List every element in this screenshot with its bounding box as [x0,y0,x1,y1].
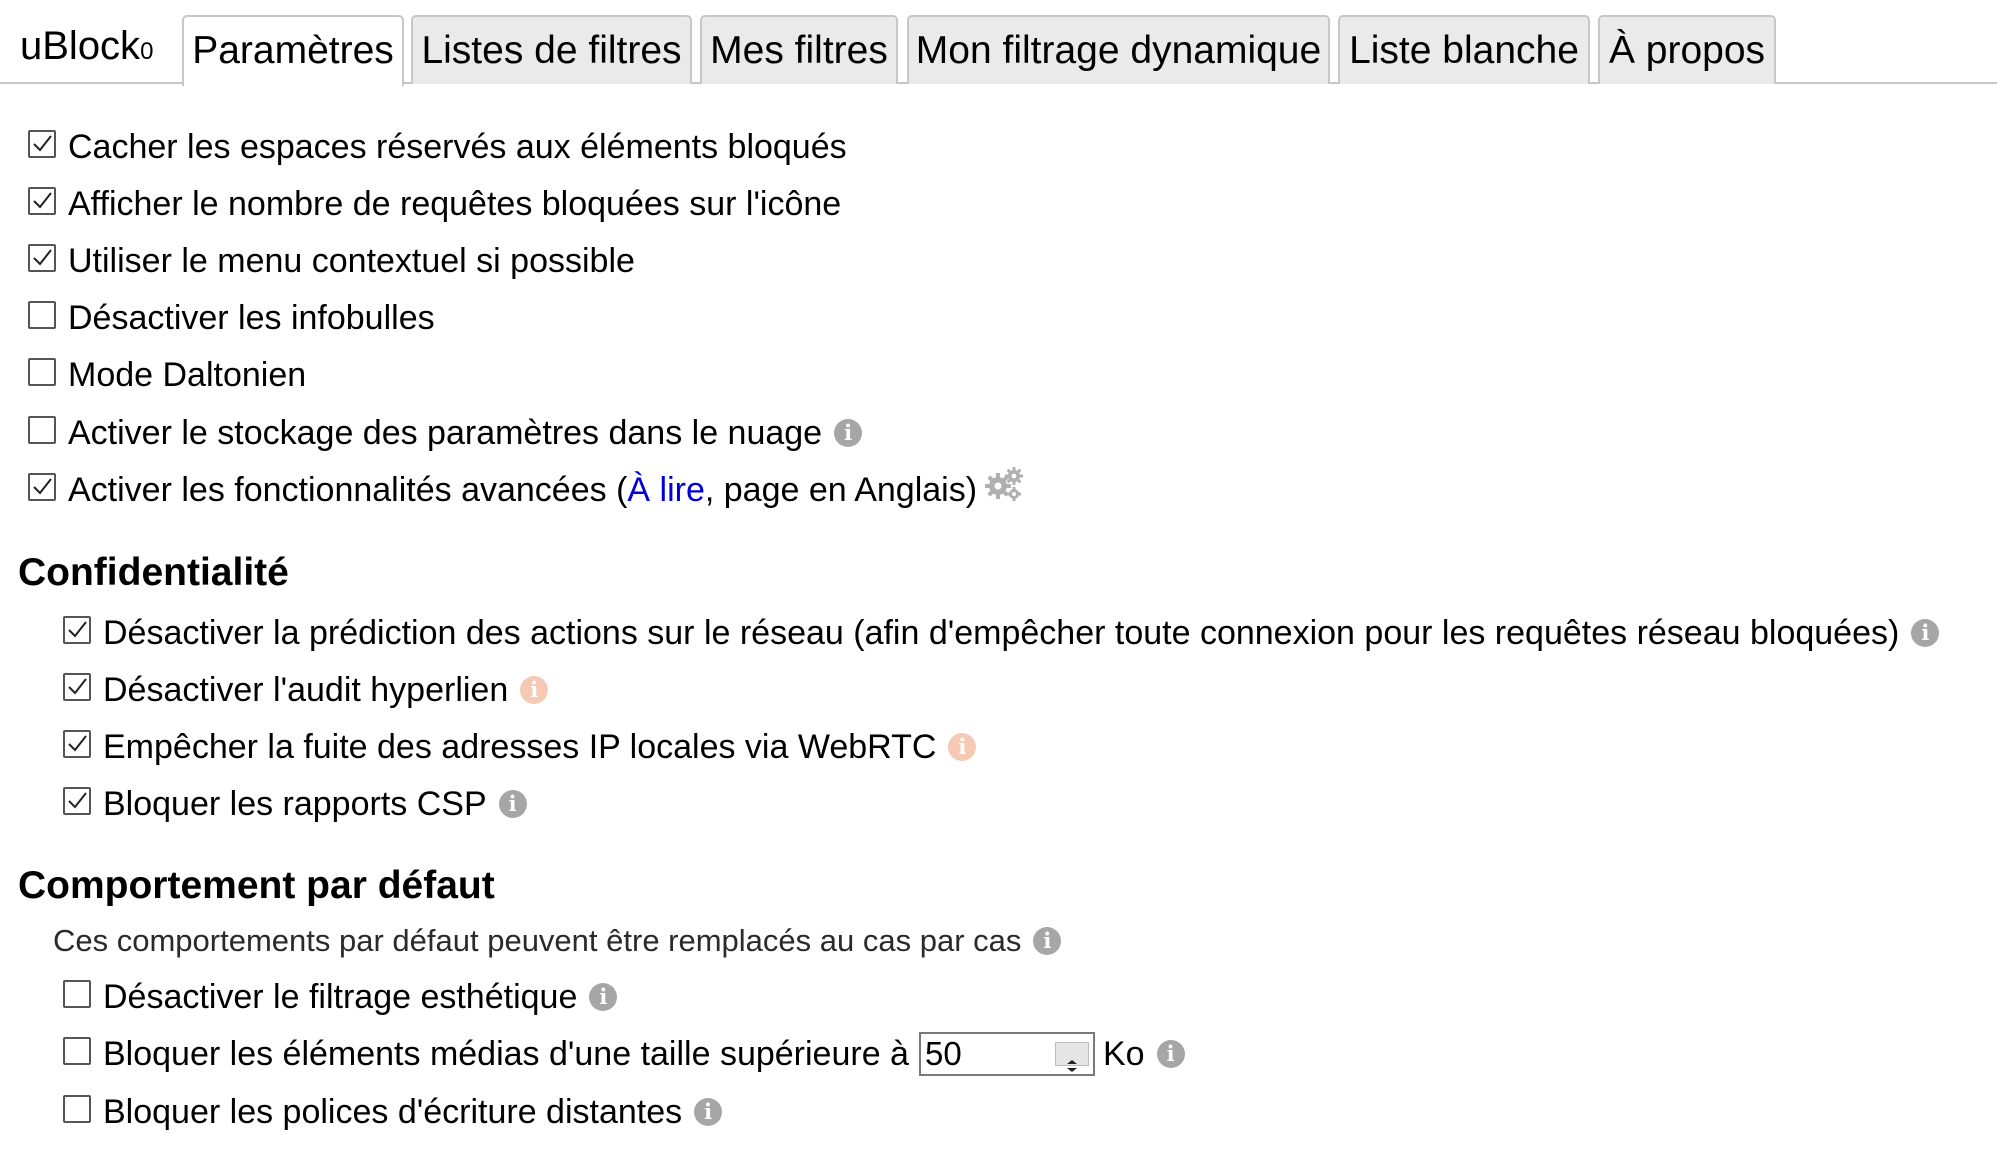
tab-parametres[interactable]: Paramètres [182,15,404,86]
tab-listes-de-filtres[interactable]: Listes de filtres [411,15,692,84]
media-size-unit: Ko [1102,1035,1145,1073]
tab-mon-filtrage-dynamique[interactable]: Mon filtrage dynamique [907,15,1330,84]
option-label: Afficher le nombre de requêtes bloquées sur l'icône [68,185,842,223]
info-icon[interactable]: i [948,733,976,761]
option-label: Utiliser le menu contextuel si possible [68,242,635,280]
tab-liste-blanche[interactable]: Liste blanche [1338,15,1590,84]
context-menu-checkbox[interactable] [28,244,56,272]
option-label [103,1031,1185,1078]
media-size-input[interactable] [923,1036,1045,1072]
hyperlink-auditing-checkbox[interactable] [63,673,91,701]
media-size-stepper[interactable] [919,1032,1095,1076]
prefetching-checkbox[interactable] [63,616,91,644]
option-label [103,610,1939,656]
csp-reports-checkbox[interactable] [63,787,91,815]
webrtc-label: Empêcher la fuite des adresses IP locales via WebRTC [103,728,937,766]
disable-tooltips-checkbox[interactable] [28,301,56,329]
advanced-user-checkbox[interactable] [28,473,56,501]
read-more-link[interactable]: À lire [627,471,705,509]
option-label [103,781,527,827]
info-icon[interactable]: i [499,790,527,818]
advanced-label-suffix: , page en Anglais) [704,471,978,509]
option-label: Désactiver les infobulles [68,299,435,337]
option-label: Mode Daltonien [68,356,307,394]
show-icon-badge-checkbox[interactable] [28,187,56,215]
cosmetic-filtering-checkbox[interactable] [63,980,91,1008]
logo-subscript: 0 [140,38,154,65]
info-icon[interactable]: i [694,1098,722,1126]
info-icon[interactable]: i [1033,927,1061,955]
advanced-label-prefix: Activer les fonctionnalités avancées ( [68,471,628,509]
webrtc-checkbox[interactable] [63,730,91,758]
large-media-checkbox[interactable] [63,1037,91,1065]
tab-mes-filtres[interactable]: Mes filtres [700,15,898,84]
tab-a-propos[interactable]: À propos [1598,15,1776,84]
info-icon[interactable]: i [520,676,548,704]
default-behavior-note [53,918,1061,964]
note-text: Ces comportements par défaut peuvent être remplacés au cas par cas [53,923,1022,958]
color-blind-checkbox[interactable] [28,358,56,386]
option-label: Cacher les espaces réservés aux éléments bloqués [68,128,847,166]
privacy-heading: Confidentialité [18,551,289,594]
spin-buttons[interactable] [1055,1042,1089,1066]
remote-fonts-checkbox[interactable] [63,1095,91,1123]
option-label [68,467,1025,516]
option-label [103,667,548,713]
option-label [103,974,617,1020]
logo-text: uBlock [20,24,141,68]
cloud-storage-label: Activer le stockage des paramètres dans le nuage [68,414,823,452]
gears-icon[interactable] [985,466,1025,514]
cloud-storage-checkbox[interactable] [28,416,56,444]
default-behavior-heading: Comportement par défaut [18,864,495,907]
option-label [103,1089,722,1135]
app-logo [20,22,153,76]
option-label [68,410,862,456]
option-label [103,724,976,770]
hyperlink-auditing-label: Désactiver l'audit hyperlien [103,671,509,709]
tab-bar [0,0,1997,84]
info-icon[interactable]: i [589,983,617,1011]
prefetching-label: Désactiver la prédiction des actions sur le réseau (afin d'empêcher toute connexion pour les requêtes réseau bloquées) [103,614,1900,652]
info-icon[interactable]: i [834,419,862,447]
remote-fonts-label: Bloquer les polices d'écriture distantes [103,1093,683,1131]
hide-placeholders-checkbox[interactable] [28,130,56,158]
info-icon[interactable]: i [1157,1040,1185,1068]
cosmetic-filtering-label: Désactiver le filtrage esthétique [103,978,578,1016]
large-media-label: Bloquer les éléments médias d'une taille supérieure à [103,1035,909,1073]
csp-reports-label: Bloquer les rapports CSP [103,785,487,823]
info-icon[interactable]: i [1911,619,1939,647]
